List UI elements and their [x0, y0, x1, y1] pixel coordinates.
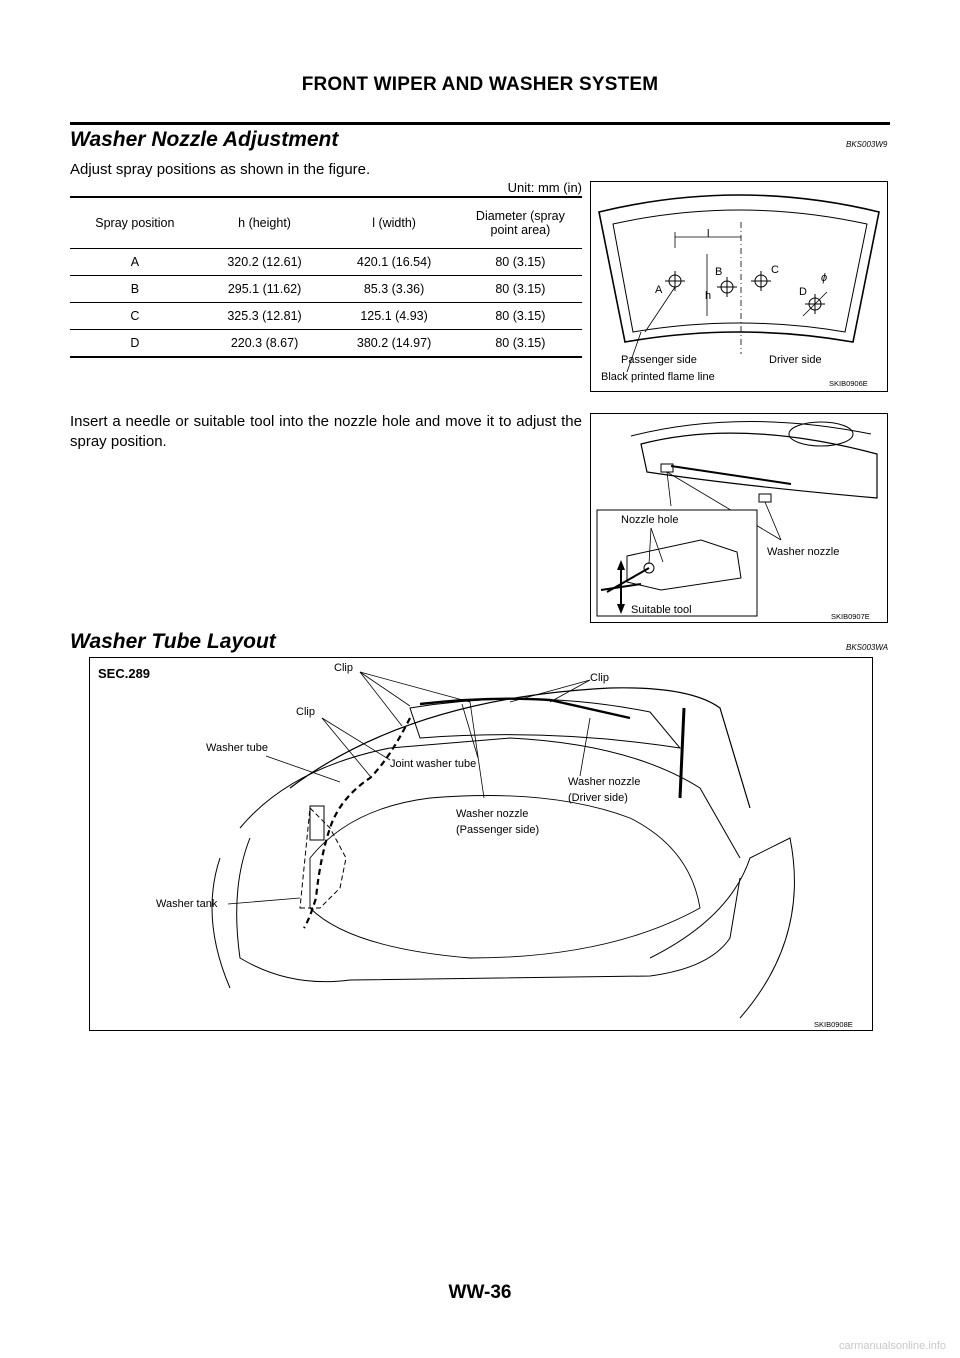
page-header-title: FRONT WIPER AND WASHER SYSTEM: [301, 74, 659, 95]
label-suitable-tool: Suitable tool: [631, 604, 692, 616]
column-header: Spray position: [95, 216, 175, 230]
section-code: BKS003WA: [846, 643, 889, 652]
table-cell: 220.3 (8.67): [230, 336, 299, 350]
page-number: WW-36: [448, 1282, 512, 1303]
label-sec: SEC.289: [98, 666, 151, 681]
table-cell: 80 (3.15): [495, 255, 546, 269]
label-b: B: [715, 266, 723, 278]
label-clip: Clip: [296, 706, 315, 718]
washer-tube-layout-figure: [89, 657, 873, 1031]
label-d: D: [799, 286, 807, 298]
column-header: l (width): [372, 216, 416, 230]
table-cell: 80 (3.15): [495, 336, 546, 350]
table-cell: 85.3 (3.36): [363, 282, 425, 296]
label-washer-tank: Washer tank: [156, 898, 218, 910]
label-washer-tube: Washer tube: [206, 742, 268, 754]
column-header: Diameter (spray point area): [475, 209, 565, 237]
table-cell: 80 (3.15): [495, 282, 546, 296]
spray-position-figure: [590, 181, 888, 392]
section-title-tube-layout: Washer Tube Layout: [70, 630, 276, 653]
table-row: [70, 276, 582, 303]
table-cell: 295.1 (11.62): [227, 282, 302, 296]
table-cell: 380.2 (14.97): [356, 336, 432, 350]
label-flame-line: Black printed flame line: [601, 371, 715, 383]
label-washer-nozzle-driver: Washer nozzle: [568, 776, 641, 788]
figure-code: SKIB0907E: [831, 612, 870, 621]
table-row: [70, 330, 582, 358]
intro-text: Adjust spray positions as shown in the figure.: [70, 161, 371, 178]
spray-position-table: [70, 196, 582, 358]
label-phi: ϕ: [821, 272, 828, 284]
label-driver-side: Driver side: [769, 354, 822, 366]
table-cell: D: [130, 336, 140, 350]
label-passenger-side: Passenger side: [621, 354, 697, 366]
header-rule: [70, 122, 890, 125]
label-l: l: [707, 228, 710, 240]
table-cell: 420.1 (16.54): [356, 255, 432, 269]
label-a: A: [655, 284, 663, 296]
label-nozzle-hole: Nozzle hole: [621, 514, 679, 526]
label-washer-nozzle-passenger: Washer nozzle: [456, 808, 529, 820]
table-header-row: [70, 197, 582, 249]
unit-label: Unit: mm (in): [507, 180, 582, 195]
engine-bay-diagram: [90, 658, 872, 1030]
table-cell: B: [130, 282, 140, 296]
nozzle-adjust-figure: [590, 413, 888, 623]
label-h: h: [705, 290, 712, 302]
label-clip: Clip: [590, 672, 609, 684]
table-cell: 125.1 (4.93): [360, 309, 428, 323]
label-clip: Clip: [334, 662, 353, 674]
figure-code: SKIB0906E: [829, 379, 868, 388]
instruction-text: Insert a needle or suitable tool into the nozzle hole and move it to adjust the spray position.: [70, 413, 582, 450]
table-cell: C: [130, 309, 140, 323]
figure-code: SKIB0908E: [814, 1020, 853, 1029]
table-cell: 325.3 (12.81): [227, 309, 302, 323]
table-cell: 320.2 (12.61): [227, 255, 302, 269]
column-header: h (height): [238, 216, 291, 230]
label-joint-washer-tube: Joint washer tube: [390, 758, 477, 770]
label-driver-side: (Driver side): [568, 792, 628, 804]
section-code: BKS003W9: [846, 140, 888, 149]
label-c: C: [771, 264, 779, 276]
table-cell: A: [130, 255, 140, 269]
watermark: carmanualsonline.info: [838, 1340, 946, 1352]
label-passenger-side: (Passenger side): [456, 824, 540, 836]
section-title-nozzle-adjustment: Washer Nozzle Adjustment: [70, 128, 339, 151]
table-row: [70, 303, 582, 330]
label-washer-nozzle: Washer nozzle: [767, 546, 840, 558]
table-row: [70, 249, 582, 276]
table-cell: 80 (3.15): [495, 309, 546, 323]
